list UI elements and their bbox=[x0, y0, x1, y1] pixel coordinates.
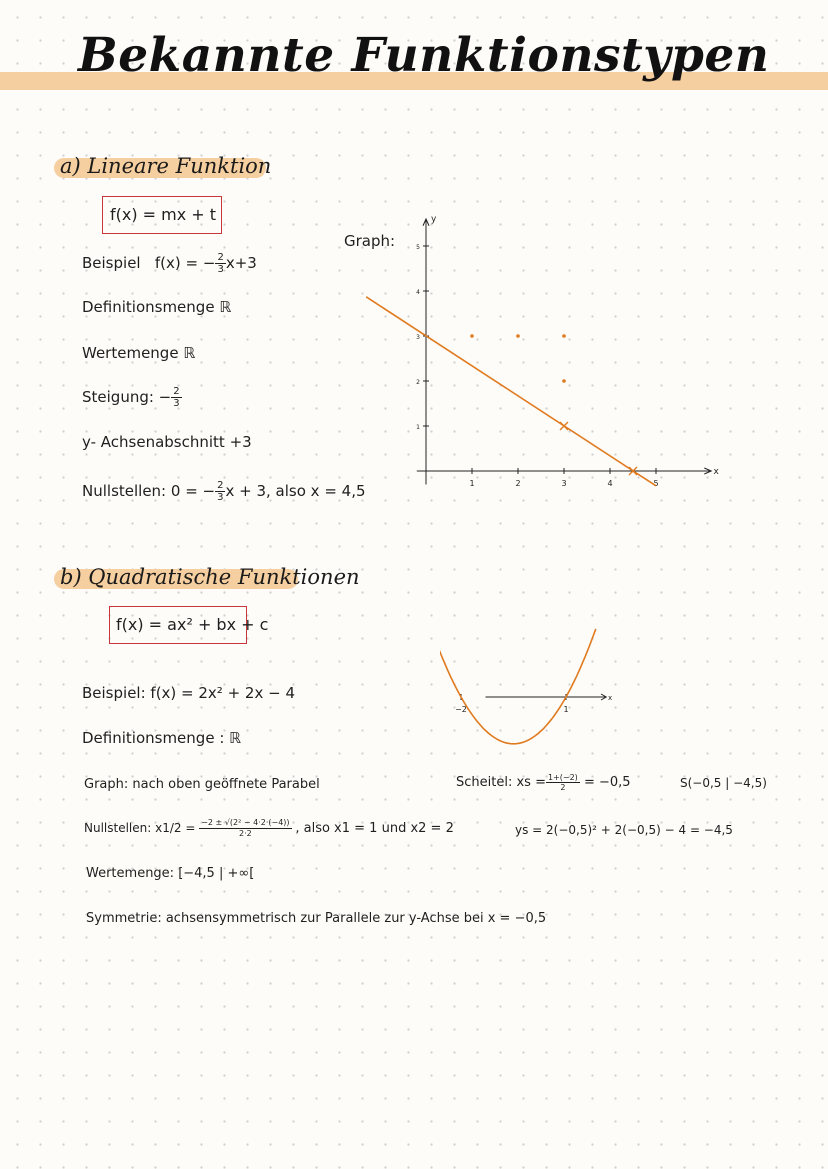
quadratic-zeros-fraction: $\frac{\text{−2 ± √(2² − 4·2·(−4))}}{2\cdot 2}$ bbox=[201, 818, 290, 838]
helper-point bbox=[516, 334, 520, 338]
linear-example-rhs: x+3 bbox=[225, 254, 257, 272]
y-tick-label: 1 bbox=[416, 424, 420, 431]
linear-range: Wertemenge ℝ bbox=[82, 344, 196, 362]
zeros-fraction: $\frac{2}{3}$ bbox=[217, 480, 224, 503]
linear-example-fraction: $\frac{2}{3}$ bbox=[217, 252, 224, 275]
quadratic-formula: f(x) = ax² + bx + c bbox=[116, 615, 269, 634]
parabola-curve bbox=[440, 629, 596, 744]
linear-domain: Definitionsmenge ℝ bbox=[82, 298, 232, 316]
x-tick-label: 4 bbox=[607, 479, 613, 488]
linear-example-lhs: f(x) = − bbox=[154, 254, 216, 272]
linear-example-label: Beispiel bbox=[82, 254, 141, 272]
x-tick-label: 2 bbox=[515, 479, 521, 488]
quadratic-range: Wertemenge: [−4,5 | +∞[ bbox=[86, 866, 255, 881]
linear-intercept: y- Achsenabschnitt +3 bbox=[82, 433, 252, 451]
quadratic-zeros: Nullstellen: x1/2 = $\frac{\text{−2 ± √(2² − 4·2·(−4))}}{2\cdot 2}$ , also x1 = 1 und x2 = 2 bbox=[84, 818, 454, 838]
quadratic-chart bbox=[440, 600, 650, 745]
helper-point bbox=[470, 334, 474, 338]
slope-fraction: $\frac{2}{3}$ bbox=[173, 386, 180, 409]
quadratic-domain: Definitionsmenge : ℝ bbox=[82, 729, 242, 747]
quadratic-vertex-point: S(−0,5 | −4,5) bbox=[680, 776, 767, 790]
marked-point bbox=[560, 422, 568, 430]
y-tick-label: 5 bbox=[416, 244, 420, 251]
section-a-heading: a) Lineare Funktion bbox=[60, 154, 272, 178]
y-tick-label: 4 bbox=[416, 289, 420, 296]
linear-slope: Steigung: − $\frac{2}{3}$ bbox=[82, 386, 180, 409]
quadratic-graph-text: Graph: nach oben geöffnete Parabel bbox=[84, 777, 320, 792]
y-tick-label: 3 bbox=[416, 334, 420, 341]
quadratic-example: Beispiel: f(x) = 2x² + 2x − 4 bbox=[82, 684, 295, 702]
linear-chart bbox=[355, 210, 720, 500]
helper-point bbox=[562, 334, 566, 338]
x-tick-label: 3 bbox=[561, 479, 567, 488]
linear-function-line bbox=[366, 297, 659, 488]
linear-graph-label: Graph: bbox=[344, 232, 396, 250]
linear-formula: f(x) = mx + t bbox=[110, 205, 217, 224]
section-b-heading: b) Quadratische Funktionen bbox=[60, 565, 360, 589]
x-tick-label: 1 bbox=[469, 479, 475, 488]
x-tick-label: 1 bbox=[563, 705, 569, 714]
helper-point bbox=[562, 379, 566, 383]
page-title: Bekannte Funktionstypen bbox=[78, 28, 770, 83]
vertex-fraction: $\frac{1+(-2)}{2}$ bbox=[547, 773, 578, 792]
x-axis-label: x bbox=[608, 694, 613, 702]
x-axis-label: x bbox=[713, 467, 719, 477]
quadratic-ys-line: ys = 2(−0,5)² + 2(−0,5) − 4 = −4,5 bbox=[515, 823, 733, 837]
linear-example bbox=[82, 252, 257, 275]
y-axis-label: y bbox=[431, 214, 437, 225]
y-tick-label: 2 bbox=[416, 379, 420, 386]
x-tick-label: 5 bbox=[653, 479, 659, 488]
x-tick-label: −2 bbox=[455, 705, 467, 714]
quadratic-vertex: Scheitel: xs = $\frac{1+(-2)}{2}$ = −0,5 bbox=[456, 773, 631, 792]
quadratic-symmetry: Symmetrie: achsensymmetrisch zur Parallele zur y-Achse bei x = −0,5 bbox=[86, 911, 547, 926]
linear-zeros: Nullstellen: 0 = − $\frac{2}{3}$ x + 3, also x = 4,5 bbox=[82, 480, 366, 503]
